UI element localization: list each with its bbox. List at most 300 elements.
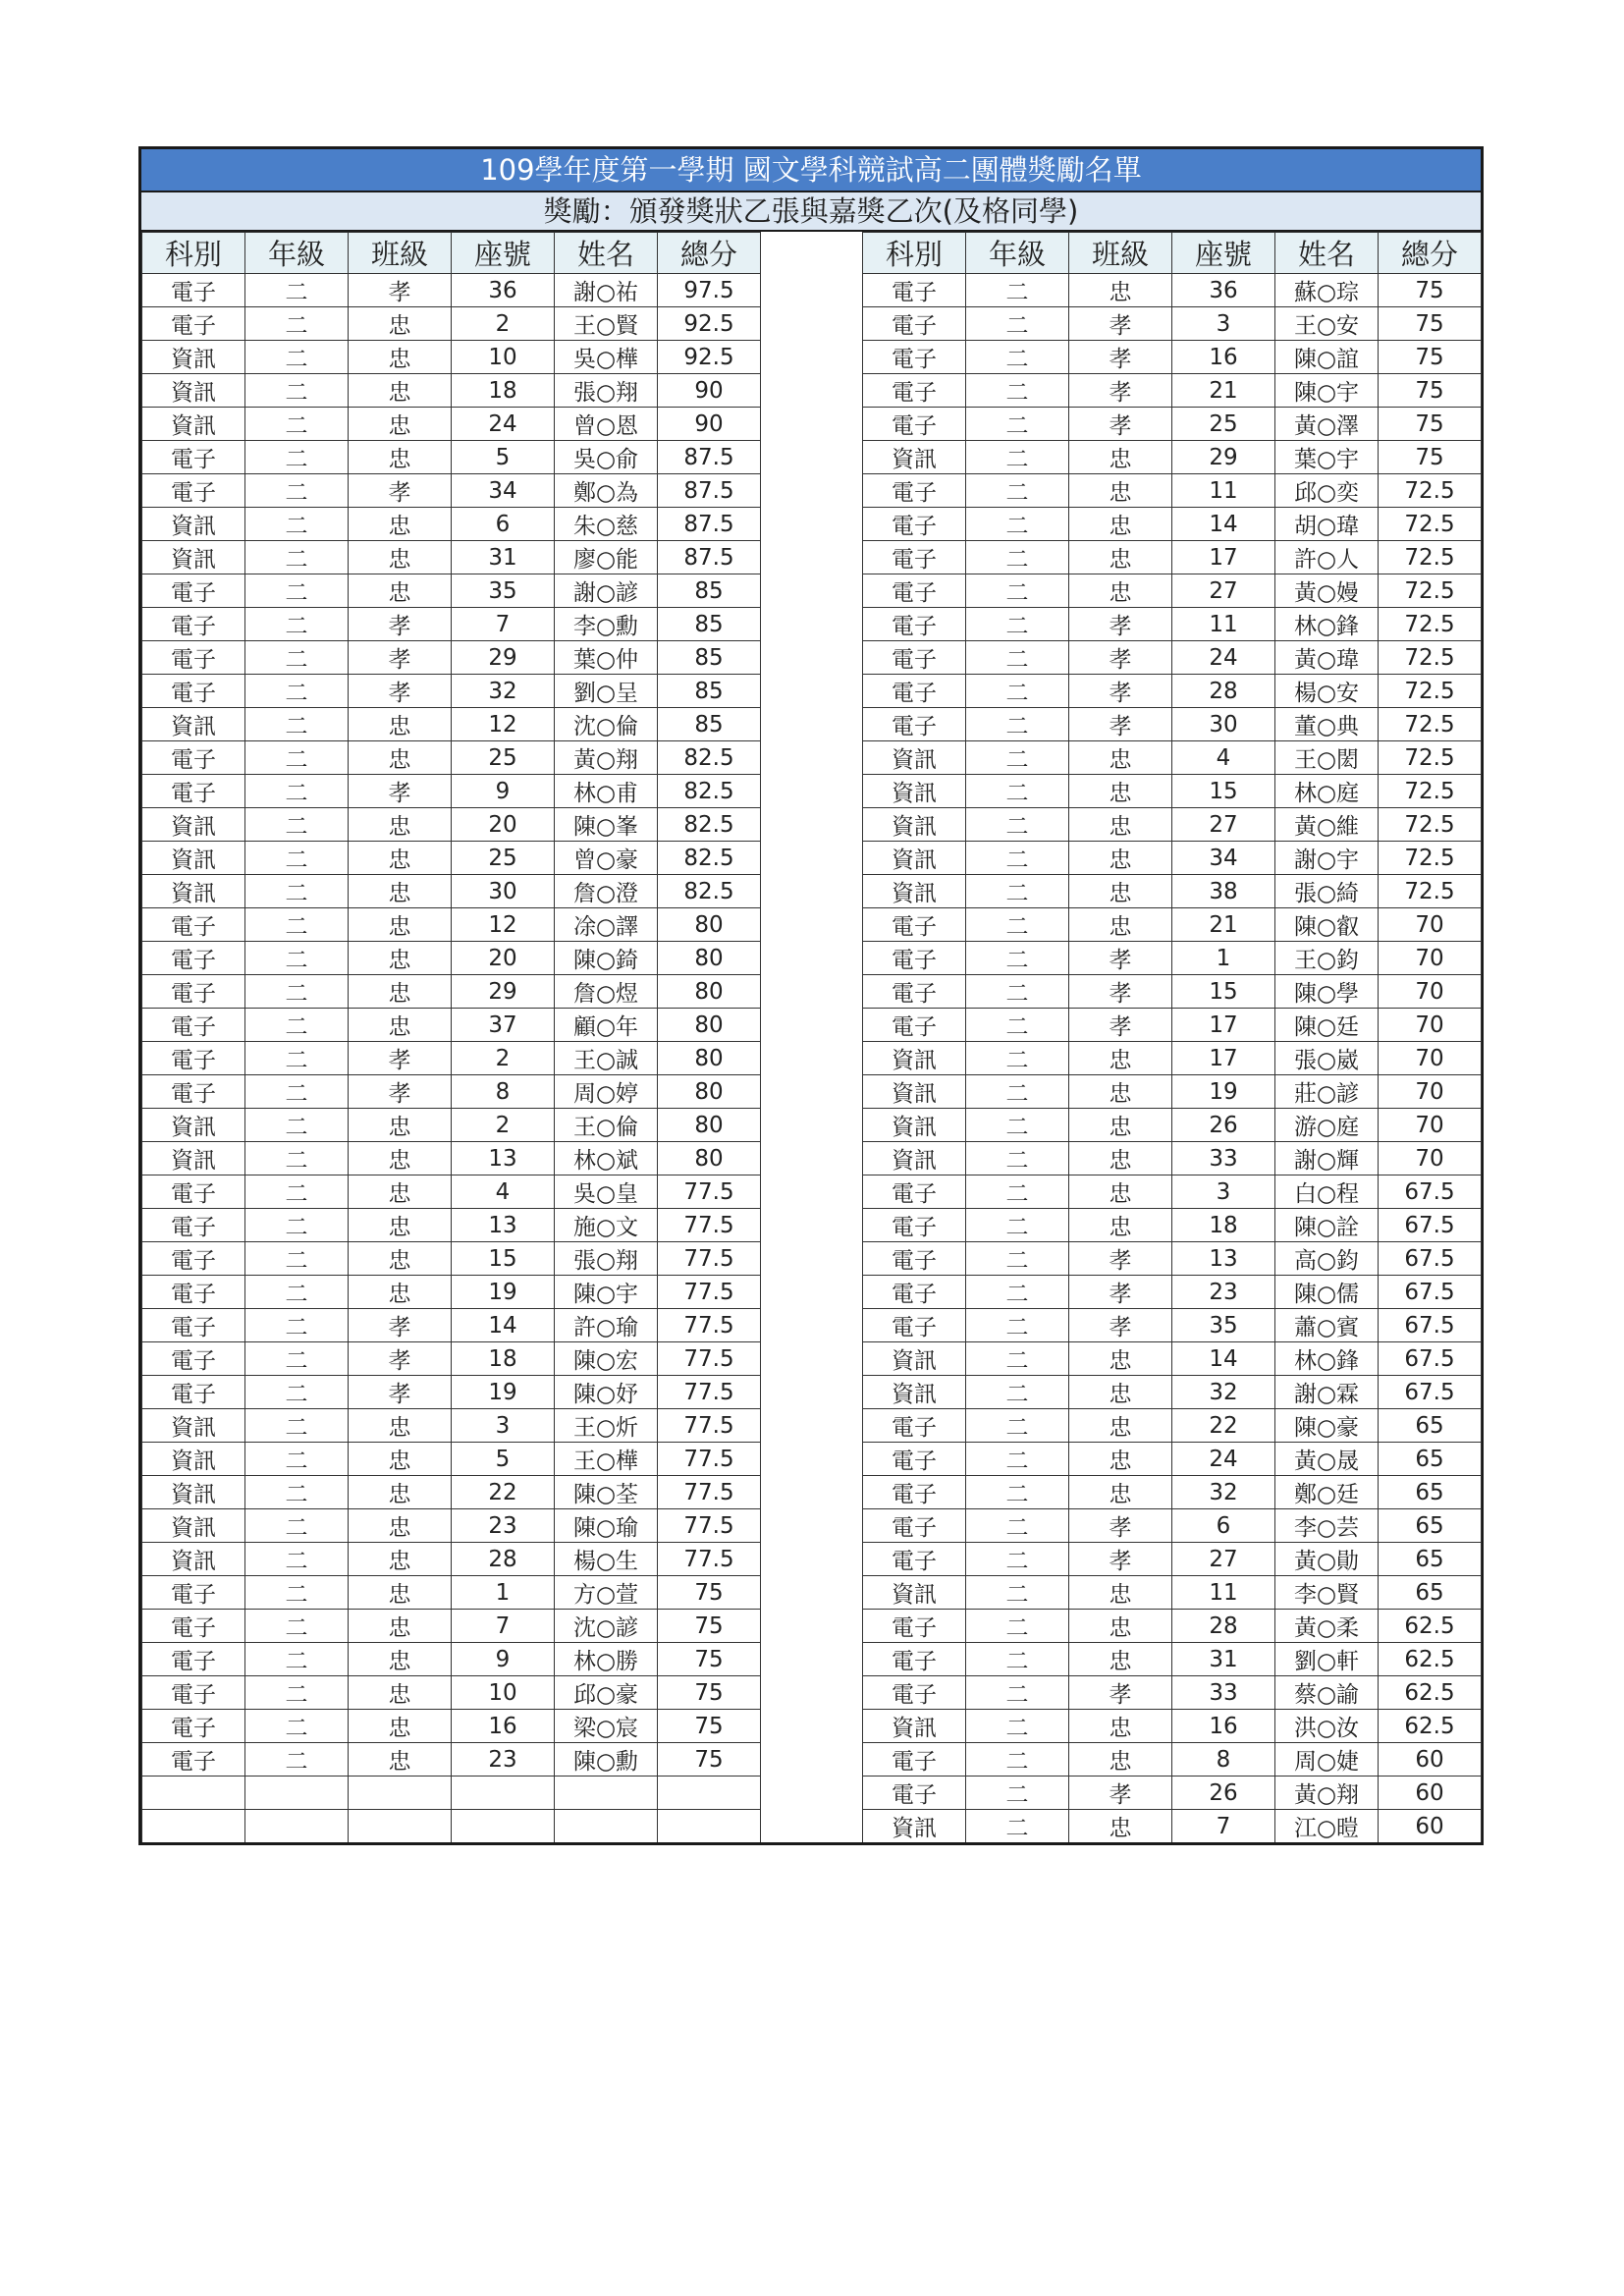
left-cell-grade: 二 — [245, 808, 349, 842]
column-gap — [761, 1509, 863, 1543]
right-cell-grade: 二 — [966, 307, 1069, 341]
right-cell-class: 忠 — [1069, 1610, 1172, 1643]
right-cell-name: 陳○誼 — [1275, 341, 1379, 374]
right-cell-grade: 二 — [966, 374, 1069, 408]
right-cell-grade: 二 — [966, 1075, 1069, 1109]
right-cell-name: 林○鋒 — [1275, 1342, 1379, 1376]
left-cell-score: 75 — [658, 1710, 761, 1743]
left-cell-grade: 二 — [245, 441, 349, 474]
left-cell-dept: 電子 — [142, 942, 245, 975]
left-cell-grade: 二 — [245, 1743, 349, 1777]
right-cell-grade: 二 — [966, 808, 1069, 842]
right-cell-name: 劉○軒 — [1275, 1643, 1379, 1676]
column-gap — [761, 1710, 863, 1743]
right-cell-class: 忠 — [1069, 1643, 1172, 1676]
left-cell-grade: 二 — [245, 975, 349, 1009]
left-cell-seat: 2 — [452, 1109, 555, 1142]
left-cell-grade: 二 — [245, 1576, 349, 1610]
left-cell-seat: 36 — [452, 274, 555, 307]
right-cell-grade: 二 — [966, 1777, 1069, 1810]
left-cell-dept: 電子 — [142, 1276, 245, 1309]
left-cell-seat: 23 — [452, 1743, 555, 1777]
left-cell-dept: 資訊 — [142, 1476, 245, 1509]
right-cell-grade: 二 — [966, 1242, 1069, 1276]
right-cell-name: 陳○廷 — [1275, 1009, 1379, 1042]
right-cell-seat: 31 — [1172, 1643, 1275, 1676]
left-cell-class: 忠 — [349, 374, 452, 408]
left-cell-seat: 20 — [452, 942, 555, 975]
right-cell-name: 陳○儒 — [1275, 1276, 1379, 1309]
right-cell-seat: 3 — [1172, 1175, 1275, 1209]
left-cell-seat: 14 — [452, 1309, 555, 1342]
right-cell-score: 65 — [1379, 1476, 1482, 1509]
left-cell-dept: 電子 — [142, 1009, 245, 1042]
left-cell-dept: 電子 — [142, 1376, 245, 1409]
right-cell-grade: 二 — [966, 1509, 1069, 1543]
right-cell-grade: 二 — [966, 1276, 1069, 1309]
left-cell-dept: 電子 — [142, 1743, 245, 1777]
table-row — [142, 842, 1482, 875]
left-cell-grade: 二 — [245, 1109, 349, 1142]
left-cell-name: 黃○翔 — [555, 741, 658, 775]
right-cell-dept: 資訊 — [863, 775, 966, 808]
right-cell-dept: 資訊 — [863, 808, 966, 842]
right-cell-grade: 二 — [966, 1209, 1069, 1242]
left-cell-grade: 二 — [245, 1142, 349, 1175]
right-cell-score: 60 — [1379, 1777, 1482, 1810]
right-cell-score: 75 — [1379, 341, 1482, 374]
right-cell-seat: 3 — [1172, 307, 1275, 341]
right-cell-dept: 電子 — [863, 574, 966, 608]
left-cell-seat: 2 — [452, 1042, 555, 1075]
right-cell-score: 67.5 — [1379, 1342, 1482, 1376]
right-cell-class: 忠 — [1069, 1175, 1172, 1209]
left-cell-name: 曾○恩 — [555, 408, 658, 441]
left-cell-class: 忠 — [349, 1109, 452, 1142]
right-cell-seat: 32 — [1172, 1476, 1275, 1509]
left-cell-grade: 二 — [245, 1042, 349, 1075]
left-cell-name: 吳○皇 — [555, 1175, 658, 1209]
left-cell-grade: 二 — [245, 1209, 349, 1242]
left-cell-seat: 31 — [452, 541, 555, 574]
left-cell-score: 87.5 — [658, 441, 761, 474]
left-cell-dept: 資訊 — [142, 1109, 245, 1142]
right-cell-name: 李○賢 — [1275, 1576, 1379, 1610]
left-cell-dept: 資訊 — [142, 541, 245, 574]
table-row — [142, 408, 1482, 441]
left-cell-score: 85 — [658, 574, 761, 608]
left-cell-dept: 電子 — [142, 1610, 245, 1643]
right-cell-name: 陳○叡 — [1275, 908, 1379, 942]
table-row — [142, 1777, 1482, 1810]
left-cell-score: 77.5 — [658, 1443, 761, 1476]
right-cell-seat: 11 — [1172, 1576, 1275, 1610]
left-cell-seat: 9 — [452, 775, 555, 808]
right-cell-score: 67.5 — [1379, 1175, 1482, 1209]
table-row — [142, 1142, 1482, 1175]
left-cell-seat: 13 — [452, 1209, 555, 1242]
left-cell-dept: 電子 — [142, 1242, 245, 1276]
left-cell-class: 忠 — [349, 1743, 452, 1777]
right-cell-class: 孝 — [1069, 341, 1172, 374]
left-cell-grade: 二 — [245, 641, 349, 675]
right-cell-class: 孝 — [1069, 708, 1172, 741]
left-cell-name: 陳○峯 — [555, 808, 658, 842]
right-cell-seat: 35 — [1172, 1309, 1275, 1342]
right-cell-score: 72.5 — [1379, 808, 1482, 842]
table-row — [142, 942, 1482, 975]
left-cell-grade: 二 — [245, 875, 349, 908]
table-row — [142, 474, 1482, 508]
left-cell-name: 李○勳 — [555, 608, 658, 641]
right-cell-class: 忠 — [1069, 1209, 1172, 1242]
left-cell-seat: 23 — [452, 1509, 555, 1543]
left-cell-seat: 22 — [452, 1476, 555, 1509]
right-cell-seat: 33 — [1172, 1676, 1275, 1710]
left-cell-class: 忠 — [349, 808, 452, 842]
left-cell-name: 陳○宇 — [555, 1276, 658, 1309]
column-gap — [761, 875, 863, 908]
right-cell-grade: 二 — [966, 574, 1069, 608]
column-gap — [761, 641, 863, 675]
right-cell-score: 65 — [1379, 1443, 1482, 1476]
right-cell-class: 孝 — [1069, 1543, 1172, 1576]
left-cell-seat: 9 — [452, 1643, 555, 1676]
right-cell-seat: 32 — [1172, 1376, 1275, 1409]
left-cell-score — [658, 1777, 761, 1810]
right-cell-seat: 14 — [1172, 508, 1275, 541]
right-cell-dept: 電子 — [863, 1309, 966, 1342]
right-cell-dept: 電子 — [863, 608, 966, 641]
right-cell-seat: 26 — [1172, 1777, 1275, 1810]
right-cell-seat: 11 — [1172, 608, 1275, 641]
column-gap — [761, 474, 863, 508]
right-cell-grade: 二 — [966, 1476, 1069, 1509]
right-cell-class: 孝 — [1069, 1777, 1172, 1810]
header-grade-left: 年級 — [245, 233, 349, 274]
right-cell-class: 忠 — [1069, 474, 1172, 508]
left-cell-grade: 二 — [245, 374, 349, 408]
right-cell-class: 忠 — [1069, 1576, 1172, 1610]
right-cell-name: 王○安 — [1275, 307, 1379, 341]
right-cell-seat: 24 — [1172, 641, 1275, 675]
left-cell-score: 80 — [658, 975, 761, 1009]
column-gap — [761, 1376, 863, 1409]
right-cell-dept: 電子 — [863, 408, 966, 441]
right-cell-grade: 二 — [966, 775, 1069, 808]
left-cell-class — [349, 1810, 452, 1843]
left-cell-dept: 資訊 — [142, 341, 245, 374]
left-cell-seat: 29 — [452, 641, 555, 675]
left-cell-score: 82.5 — [658, 808, 761, 842]
column-gap — [761, 307, 863, 341]
left-cell-class: 忠 — [349, 1175, 452, 1209]
right-cell-class: 忠 — [1069, 875, 1172, 908]
right-cell-score: 70 — [1379, 942, 1482, 975]
left-cell-grade: 二 — [245, 942, 349, 975]
right-cell-dept: 電子 — [863, 708, 966, 741]
left-cell-score: 80 — [658, 942, 761, 975]
column-gap — [761, 408, 863, 441]
column-gap — [761, 1409, 863, 1443]
column-gap — [761, 808, 863, 842]
left-cell-grade: 二 — [245, 274, 349, 307]
left-cell-dept — [142, 1810, 245, 1843]
column-gap — [761, 1075, 863, 1109]
right-cell-dept: 電子 — [863, 1676, 966, 1710]
left-cell-class: 孝 — [349, 1075, 452, 1109]
right-cell-seat: 25 — [1172, 408, 1275, 441]
right-cell-name: 黃○嫚 — [1275, 574, 1379, 608]
right-cell-name: 陳○豪 — [1275, 1409, 1379, 1443]
right-cell-grade: 二 — [966, 1576, 1069, 1610]
left-cell-seat — [452, 1810, 555, 1843]
table-row — [142, 307, 1482, 341]
left-cell-name: 廖○能 — [555, 541, 658, 574]
header-class-left: 班級 — [349, 233, 452, 274]
left-cell-dept: 資訊 — [142, 842, 245, 875]
left-cell-grade: 二 — [245, 541, 349, 574]
left-cell-seat: 18 — [452, 374, 555, 408]
column-gap — [761, 1476, 863, 1509]
left-cell-name: 陳○錡 — [555, 942, 658, 975]
right-cell-seat: 7 — [1172, 1810, 1275, 1843]
table-row — [142, 508, 1482, 541]
right-cell-class: 忠 — [1069, 1409, 1172, 1443]
right-cell-class: 孝 — [1069, 307, 1172, 341]
left-cell-dept: 電子 — [142, 908, 245, 942]
left-cell-dept: 資訊 — [142, 1543, 245, 1576]
column-gap — [761, 441, 863, 474]
table-row — [142, 1075, 1482, 1109]
left-cell-class: 忠 — [349, 1543, 452, 1576]
left-cell-grade: 二 — [245, 1643, 349, 1676]
right-cell-name: 黃○維 — [1275, 808, 1379, 842]
right-cell-grade: 二 — [966, 1109, 1069, 1142]
left-cell-dept: 電子 — [142, 1643, 245, 1676]
left-cell-score: 87.5 — [658, 508, 761, 541]
left-cell-dept: 資訊 — [142, 374, 245, 408]
left-cell-name: 楊○生 — [555, 1543, 658, 1576]
header-grade-right: 年級 — [966, 233, 1069, 274]
left-cell-grade: 二 — [245, 741, 349, 775]
right-cell-seat: 21 — [1172, 908, 1275, 942]
left-cell-score: 85 — [658, 641, 761, 675]
right-cell-seat: 34 — [1172, 842, 1275, 875]
left-cell-class: 孝 — [349, 274, 452, 307]
header-score-right: 總分 — [1379, 233, 1482, 274]
table-row — [142, 1576, 1482, 1610]
left-cell-grade: 二 — [245, 908, 349, 942]
column-gap — [761, 708, 863, 741]
left-cell-name: 張○翔 — [555, 1242, 658, 1276]
right-cell-class: 孝 — [1069, 1676, 1172, 1710]
left-cell-score: 85 — [658, 608, 761, 641]
left-cell-score: 97.5 — [658, 274, 761, 307]
left-cell-name: 詹○煜 — [555, 975, 658, 1009]
right-cell-score: 72.5 — [1379, 675, 1482, 708]
left-cell-seat: 20 — [452, 808, 555, 842]
column-gap — [761, 1042, 863, 1075]
right-cell-seat: 15 — [1172, 975, 1275, 1009]
left-cell-name: 許○瑜 — [555, 1309, 658, 1342]
right-cell-score: 75 — [1379, 274, 1482, 307]
right-cell-grade: 二 — [966, 708, 1069, 741]
right-cell-score: 65 — [1379, 1543, 1482, 1576]
right-cell-dept: 資訊 — [863, 1075, 966, 1109]
right-cell-dept: 電子 — [863, 1276, 966, 1309]
left-cell-score: 75 — [658, 1743, 761, 1777]
left-cell-name: 王○倫 — [555, 1109, 658, 1142]
right-cell-score: 62.5 — [1379, 1676, 1482, 1710]
right-cell-score: 72.5 — [1379, 875, 1482, 908]
right-cell-name: 黃○柔 — [1275, 1610, 1379, 1643]
left-cell-name: 方○萱 — [555, 1576, 658, 1610]
right-cell-name: 陳○詮 — [1275, 1209, 1379, 1242]
column-gap — [761, 1009, 863, 1042]
left-cell-score: 80 — [658, 1075, 761, 1109]
right-cell-name: 黃○澤 — [1275, 408, 1379, 441]
left-cell-grade: 二 — [245, 307, 349, 341]
left-cell-dept — [142, 1777, 245, 1810]
left-cell-name: 朱○慈 — [555, 508, 658, 541]
right-cell-score: 72.5 — [1379, 741, 1482, 775]
left-cell-grade: 二 — [245, 574, 349, 608]
right-cell-dept: 電子 — [863, 374, 966, 408]
left-cell-seat: 32 — [452, 675, 555, 708]
left-cell-class: 孝 — [349, 1342, 452, 1376]
right-cell-class: 孝 — [1069, 608, 1172, 641]
right-cell-score: 72.5 — [1379, 474, 1482, 508]
left-cell-grade: 二 — [245, 1175, 349, 1209]
right-cell-dept: 電子 — [863, 942, 966, 975]
right-cell-score: 72.5 — [1379, 842, 1482, 875]
right-cell-dept: 電子 — [863, 1509, 966, 1543]
left-cell-seat: 12 — [452, 908, 555, 942]
table-row — [142, 1543, 1482, 1576]
left-cell-name: 張○翔 — [555, 374, 658, 408]
right-cell-dept: 電子 — [863, 1443, 966, 1476]
left-cell-seat: 25 — [452, 842, 555, 875]
left-cell-class: 孝 — [349, 675, 452, 708]
left-cell-grade: 二 — [245, 1443, 349, 1476]
right-cell-seat: 17 — [1172, 541, 1275, 574]
left-cell-dept: 電子 — [142, 1209, 245, 1242]
left-cell-seat: 25 — [452, 741, 555, 775]
left-cell-score: 82.5 — [658, 775, 761, 808]
left-cell-score: 92.5 — [658, 307, 761, 341]
right-cell-name: 邱○奕 — [1275, 474, 1379, 508]
right-cell-dept: 資訊 — [863, 1042, 966, 1075]
table-row — [142, 374, 1482, 408]
left-cell-score: 80 — [658, 1009, 761, 1042]
table-row — [142, 1743, 1482, 1777]
left-cell-seat: 34 — [452, 474, 555, 508]
right-cell-name: 謝○霖 — [1275, 1376, 1379, 1409]
column-gap — [761, 374, 863, 408]
column-gap — [761, 1443, 863, 1476]
right-cell-name: 洪○汝 — [1275, 1710, 1379, 1743]
left-cell-grade: 二 — [245, 1676, 349, 1710]
left-cell-score: 77.5 — [658, 1509, 761, 1543]
right-cell-dept: 資訊 — [863, 1342, 966, 1376]
right-cell-score: 70 — [1379, 908, 1482, 942]
right-cell-dept: 電子 — [863, 1409, 966, 1443]
left-cell-grade — [245, 1777, 349, 1810]
left-cell-dept: 電子 — [142, 741, 245, 775]
left-cell-grade: 二 — [245, 708, 349, 741]
right-cell-grade: 二 — [966, 741, 1069, 775]
right-cell-seat: 38 — [1172, 875, 1275, 908]
right-cell-name: 蘇○琮 — [1275, 274, 1379, 307]
right-cell-score: 72.5 — [1379, 775, 1482, 808]
column-gap — [761, 1242, 863, 1276]
table-row — [142, 1509, 1482, 1543]
right-cell-class: 忠 — [1069, 1743, 1172, 1777]
left-cell-class: 忠 — [349, 408, 452, 441]
table-row — [142, 1042, 1482, 1075]
left-cell-seat: 10 — [452, 341, 555, 374]
right-cell-name: 胡○瑋 — [1275, 508, 1379, 541]
right-cell-name: 張○綺 — [1275, 875, 1379, 908]
column-gap — [761, 1743, 863, 1777]
right-cell-class: 忠 — [1069, 1142, 1172, 1175]
right-cell-score: 70 — [1379, 1009, 1482, 1042]
left-cell-dept: 電子 — [142, 1042, 245, 1075]
left-cell-score: 77.5 — [658, 1342, 761, 1376]
left-cell-class: 忠 — [349, 1576, 452, 1610]
left-cell-dept: 電子 — [142, 975, 245, 1009]
right-cell-dept: 電子 — [863, 307, 966, 341]
right-cell-name: 王○閎 — [1275, 741, 1379, 775]
left-cell-dept: 電子 — [142, 574, 245, 608]
right-cell-score: 67.5 — [1379, 1309, 1482, 1342]
right-cell-dept: 電子 — [863, 474, 966, 508]
right-cell-score: 67.5 — [1379, 1276, 1482, 1309]
left-cell-name: 曾○豪 — [555, 842, 658, 875]
left-cell-grade: 二 — [245, 1610, 349, 1643]
column-gap — [761, 908, 863, 942]
right-cell-seat: 14 — [1172, 1342, 1275, 1376]
right-cell-grade: 二 — [966, 274, 1069, 307]
right-cell-name: 張○崴 — [1275, 1042, 1379, 1075]
right-cell-name: 許○人 — [1275, 541, 1379, 574]
table-row — [142, 1676, 1482, 1710]
right-cell-score: 72.5 — [1379, 541, 1482, 574]
left-cell-grade: 二 — [245, 1376, 349, 1409]
column-gap — [761, 741, 863, 775]
left-cell-dept: 資訊 — [142, 1142, 245, 1175]
left-cell-score: 80 — [658, 1142, 761, 1175]
left-cell-grade: 二 — [245, 1710, 349, 1743]
table-row — [142, 675, 1482, 708]
left-cell-name: 周○婷 — [555, 1075, 658, 1109]
table-row — [142, 274, 1482, 307]
left-cell-grade: 二 — [245, 842, 349, 875]
table-row — [142, 1409, 1482, 1443]
right-cell-grade: 二 — [966, 1676, 1069, 1710]
right-cell-class: 忠 — [1069, 541, 1172, 574]
left-cell-dept: 電子 — [142, 1710, 245, 1743]
right-cell-class: 孝 — [1069, 374, 1172, 408]
left-cell-grade: 二 — [245, 1476, 349, 1509]
right-cell-class: 忠 — [1069, 1042, 1172, 1075]
column-gap — [761, 1342, 863, 1376]
left-cell-class: 忠 — [349, 708, 452, 741]
right-cell-score: 67.5 — [1379, 1242, 1482, 1276]
right-cell-grade: 二 — [966, 1142, 1069, 1175]
table-row — [142, 1175, 1482, 1209]
